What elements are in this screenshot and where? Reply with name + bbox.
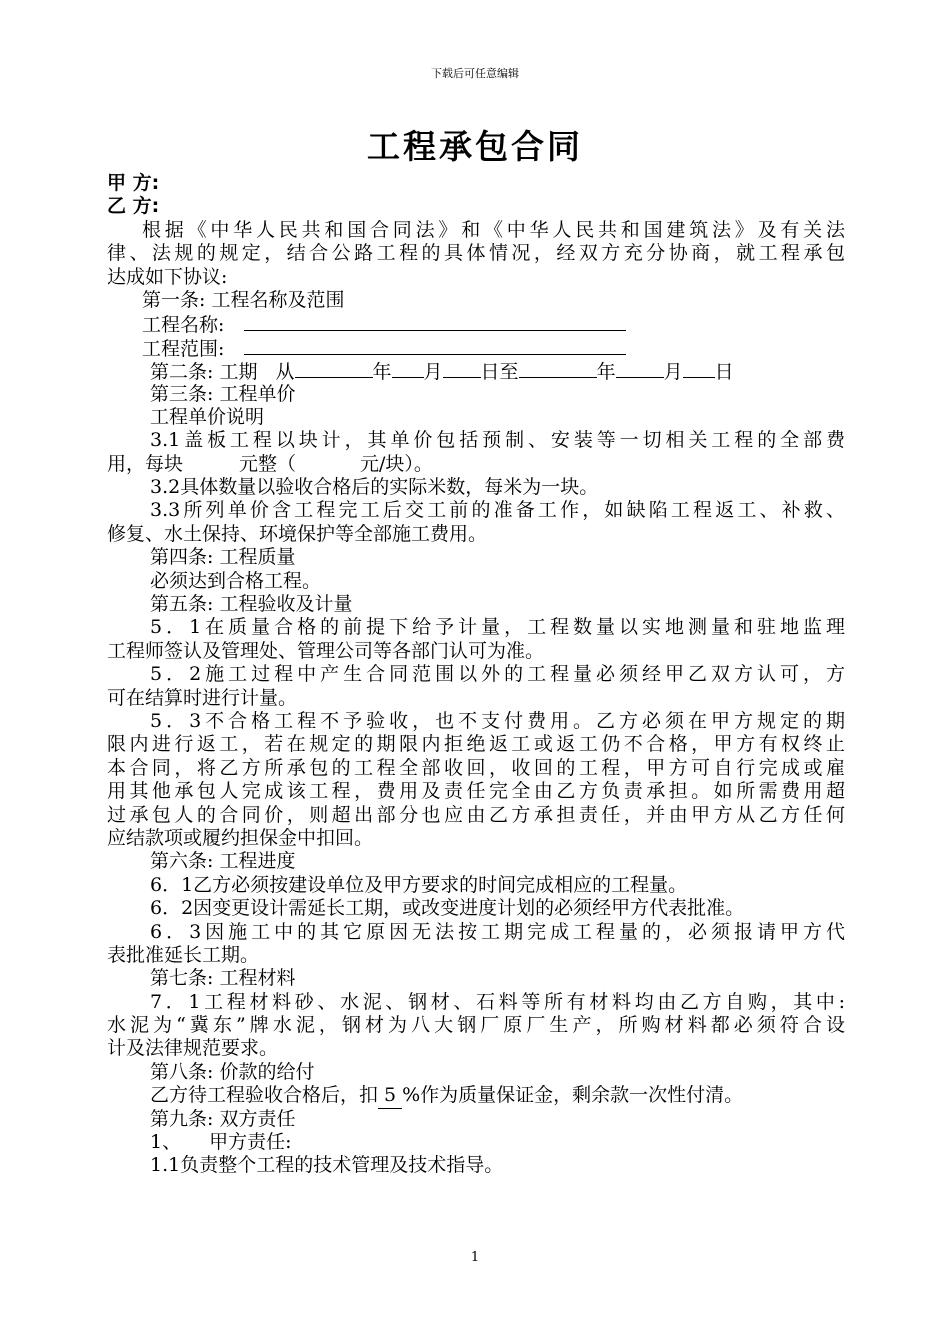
article-6-heading: 第六条: 工程进度 bbox=[150, 850, 296, 873]
contract-body bbox=[107, 172, 845, 1178]
period-from: 从 bbox=[275, 361, 295, 384]
project-scope-label: 工程范围: bbox=[142, 337, 225, 360]
responsibility-number: 1、 bbox=[150, 1131, 182, 1154]
clause-3-3-line-1: 3.3所列单价含工程完工后交工前的准备工作，如缺陷工程返工、补救、 bbox=[150, 499, 845, 522]
clause-5-1-line-1: 5．1在质量合格的前提下给予计量，工程数量以实地测量和驻地监理 bbox=[150, 616, 845, 639]
clause-5-1-line-2: 工程师签认及管理处、管理公司等各部门认可为准。 bbox=[107, 639, 545, 662]
end-day-blank bbox=[683, 359, 715, 378]
clause-9-1-1: 1.1负责整个工程的技术管理及技术指导。 bbox=[150, 1154, 504, 1177]
clause-7-1-line-3: 计及法律规范要求。 bbox=[107, 1037, 279, 1060]
clause-7-1-line-1: 7．1工程材料砂、水泥、钢材、石料等所有材料均由乙方自购，其中: bbox=[150, 990, 845, 1013]
day-to-label: 日至 bbox=[480, 361, 519, 384]
clause-5-2-line-1: 5．2施工过程中产生合同范围以外的工程量必须经甲乙双方认可，方 bbox=[150, 663, 845, 686]
intro-line-1: 根据《中华人民共和国合同法》和《中华人民共和国建筑法》及有关法 bbox=[142, 218, 845, 241]
clause-3-2: 3.2具体数量以验收合格后的实际米数，每米为一块。 bbox=[150, 476, 599, 499]
intro-line-2: 律、法规的规定，结合公路工程的具体情况，经双方充分协商，就工程承包 bbox=[107, 242, 845, 265]
per-block-text: 用，每块 bbox=[107, 452, 184, 475]
article-1-heading: 第一条: 工程名称及范围 bbox=[142, 288, 345, 311]
yuan-per-block-text: 元/块）。 bbox=[360, 452, 433, 475]
end-month-blank bbox=[616, 359, 664, 378]
clause-5-3-line-4: 用其他承包人完成该工程，费用及责任完全由乙方负责承担。如所需费用超 bbox=[107, 780, 845, 803]
retention-percent: 5 bbox=[378, 1084, 402, 1108]
project-name-blank bbox=[244, 312, 626, 331]
intro-line-3: 达成如下协议: bbox=[107, 265, 228, 288]
clause-5-2-line-2: 可在结算时进行计量。 bbox=[107, 686, 298, 709]
year-label: 年 bbox=[372, 361, 392, 384]
clause-7-1-line-2: 水泥为“冀东”牌水泥，钢材为八大钢厂原厂生产，所购材料都必须符合设 bbox=[107, 1014, 845, 1037]
end-year-blank bbox=[519, 359, 597, 378]
clause-5-3-line-2: 限内进行返工，若在规定的期限内拒绝返工或返工仍不合格，甲方有权终止 bbox=[107, 733, 845, 756]
clause-5-3-line-5: 过承包人的合同价，则超出部分也应由乙方承担责任，并由甲方从乙方任何 bbox=[107, 803, 845, 826]
article-8-heading: 第八条: 价款的给付 bbox=[150, 1060, 315, 1083]
year2-label: 年 bbox=[596, 361, 616, 384]
yuan-text: 元整（ bbox=[239, 452, 297, 475]
clause-6-2: 6．2因变更设计需延长工期，或改变进度计划的必须经甲方代表批准。 bbox=[150, 897, 745, 920]
clause-6-3-line-2: 表批准延长工期。 bbox=[107, 943, 260, 966]
clause-6-1: 6．1乙方必须按建设单位及甲方要求的时间完成相应的工程量。 bbox=[150, 873, 688, 896]
day2-label: 日 bbox=[714, 361, 734, 384]
party-a-label: 甲 方: bbox=[107, 172, 160, 194]
article-2-row bbox=[107, 359, 845, 382]
clause-5-3-line-1: 5．3不合格工程不予验收，也不支付费用。乙方必须在甲方规定的期 bbox=[150, 709, 845, 732]
project-scope-row bbox=[107, 336, 845, 359]
article-9-heading: 第九条: 双方责任 bbox=[150, 1107, 296, 1130]
start-day-blank bbox=[443, 359, 481, 378]
article-2-heading: 第二条: 工期 bbox=[150, 361, 258, 384]
project-scope-blank bbox=[244, 336, 626, 355]
clause-3-3-line-2: 修复、水土保持、环境保护等全部施工费用。 bbox=[107, 522, 488, 545]
retention-pre-text: 乙方待工程验收合格后，扣 bbox=[150, 1084, 379, 1107]
start-month-blank bbox=[392, 359, 424, 378]
page-header-note: 下载后可任意编辑 bbox=[431, 67, 519, 80]
project-name-label: 工程名称: bbox=[142, 314, 225, 337]
project-name-row bbox=[107, 312, 845, 335]
document-title: 工程承包合同 bbox=[367, 127, 583, 166]
article-4-heading: 第四条: 工程质量 bbox=[150, 546, 296, 569]
article-3-heading: 第三条: 工程单价 bbox=[150, 382, 296, 405]
clause-3-1-line-1: 3.1盖板工程以块计，其单价包括预制、安装等一切相关工程的全部费 bbox=[150, 429, 845, 452]
article-4-text: 必须达到合格工程。 bbox=[150, 569, 322, 592]
month2-label: 月 bbox=[663, 361, 683, 384]
page-number: 1 bbox=[470, 1250, 480, 1265]
article-7-heading: 第七条: 工程材料 bbox=[150, 967, 296, 990]
party-b-label: 乙 方: bbox=[107, 195, 160, 218]
month-label: 月 bbox=[423, 361, 443, 384]
responsibility-title: 甲方责任: bbox=[209, 1131, 292, 1154]
unit-price-subheading: 工程单价说明 bbox=[150, 405, 265, 428]
clause-5-3-line-3: 本合同，将乙方所承包的工程全部收回，收回的工程，甲方可自行完成或雇 bbox=[107, 756, 845, 779]
retention-post-text: %作为质量保证金，剩余款一次性付清。 bbox=[402, 1084, 744, 1107]
clause-5-3-line-6: 应结款项或履约担保金中扣回。 bbox=[107, 826, 374, 849]
clause-6-3-line-1: 6．3因施工中的其它原因无法按工期完成工程量的，必须报请甲方代 bbox=[150, 920, 845, 943]
clause-3-1-line-2 bbox=[107, 453, 845, 476]
article-5-heading: 第五条: 工程验收及计量 bbox=[150, 593, 353, 616]
article-8-text bbox=[107, 1084, 845, 1107]
party-a-responsibility bbox=[107, 1131, 845, 1154]
start-year-blank bbox=[295, 359, 373, 378]
